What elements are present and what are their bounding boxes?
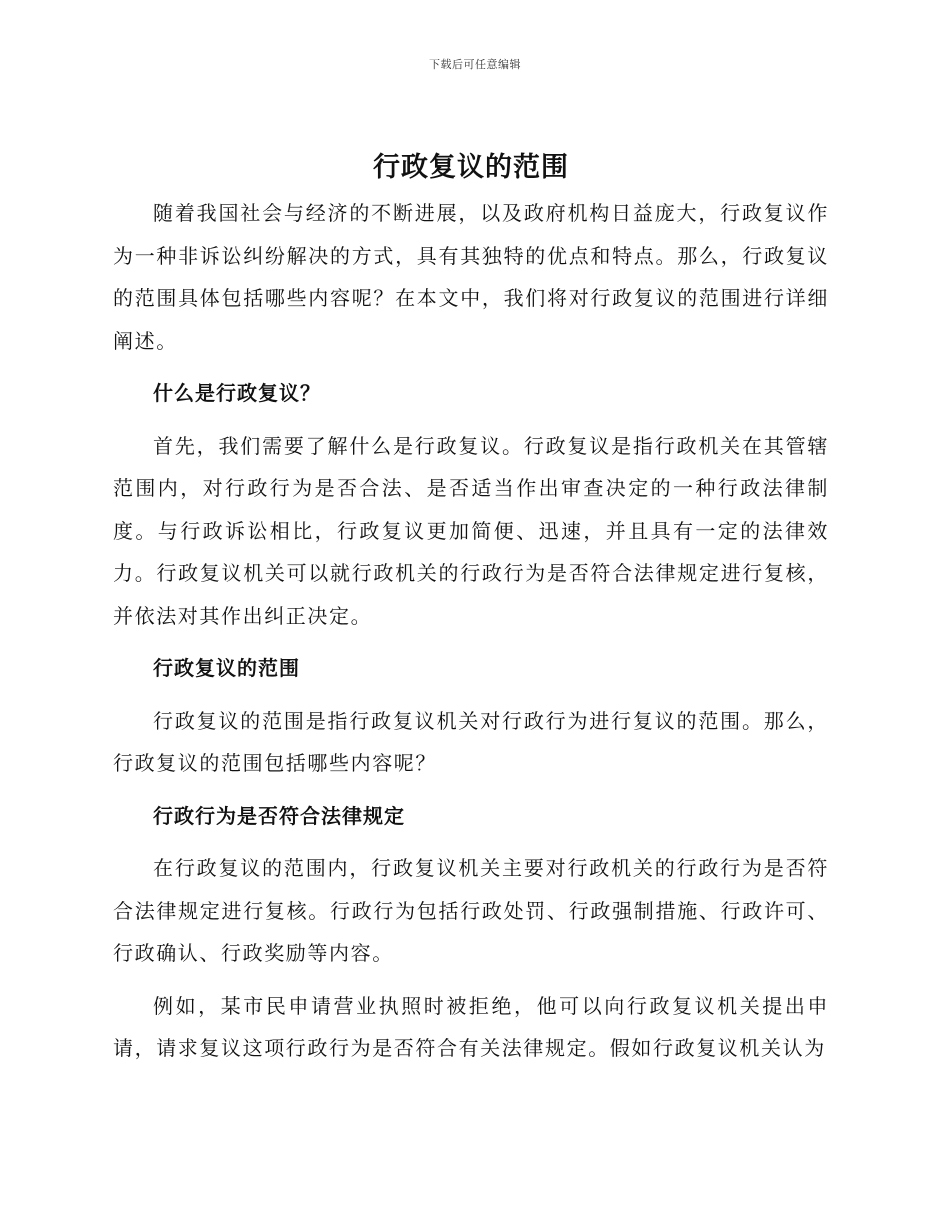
running-header: 下载后可任意编辑 <box>429 58 521 71</box>
document-body <box>113 148 829 1080</box>
paragraph-scope: 行政复议的范围是指行政复议机关对行政行为进行复议的范围。那么，行政复议的范围包括哪些内容呢？ <box>113 708 829 775</box>
section-heading-legality: 行政行为是否符合法律规定 <box>153 803 405 828</box>
paragraph-legality: 在行政复议的范围内，行政复议机关主要对行政机关的行政行为是否符合法律规定进行复核。行政行为包括行政处罚、行政强制措施、行政许可、行政确认、行政奖励等内容。 <box>113 856 829 965</box>
paragraph-intro: 随着我国社会与经济的不断进展，以及政府机构日益庞大，行政复议作为一种非诉讼纠纷解决的方式，具有其独特的优点和特点。那么，行政复议的范围具体包括哪些内容呢？在本文中，我们将对行政复议的范围进行详细阐述。 <box>113 201 829 353</box>
section-heading-what-is: 什么是行政复议？ <box>153 381 321 405</box>
document-title: 行政复议的范围 <box>373 152 569 183</box>
section-heading-scope: 行政复议的范围 <box>153 656 300 680</box>
paragraph-definition: 首先，我们需要了解什么是行政复议。行政复议是指行政机关在其管辖范围内，对行政行为是否合法、是否适当作出审查决定的一种行政法律制度。与行政诉讼相比，行政复议更加简便、迅速，并且具有一定的法律效力。行政复议机关可以就行政机关的行政行为是否符合法律规定进行复核，并依法对其作出纠正决定。 <box>113 433 829 628</box>
paragraph-example: 例如，某市民申请营业执照时被拒绝，他可以向行政复议机关提出申请，请求复议这项行政行为是否符合有关法律规定。假如行政复议机关认为 <box>113 993 829 1060</box>
